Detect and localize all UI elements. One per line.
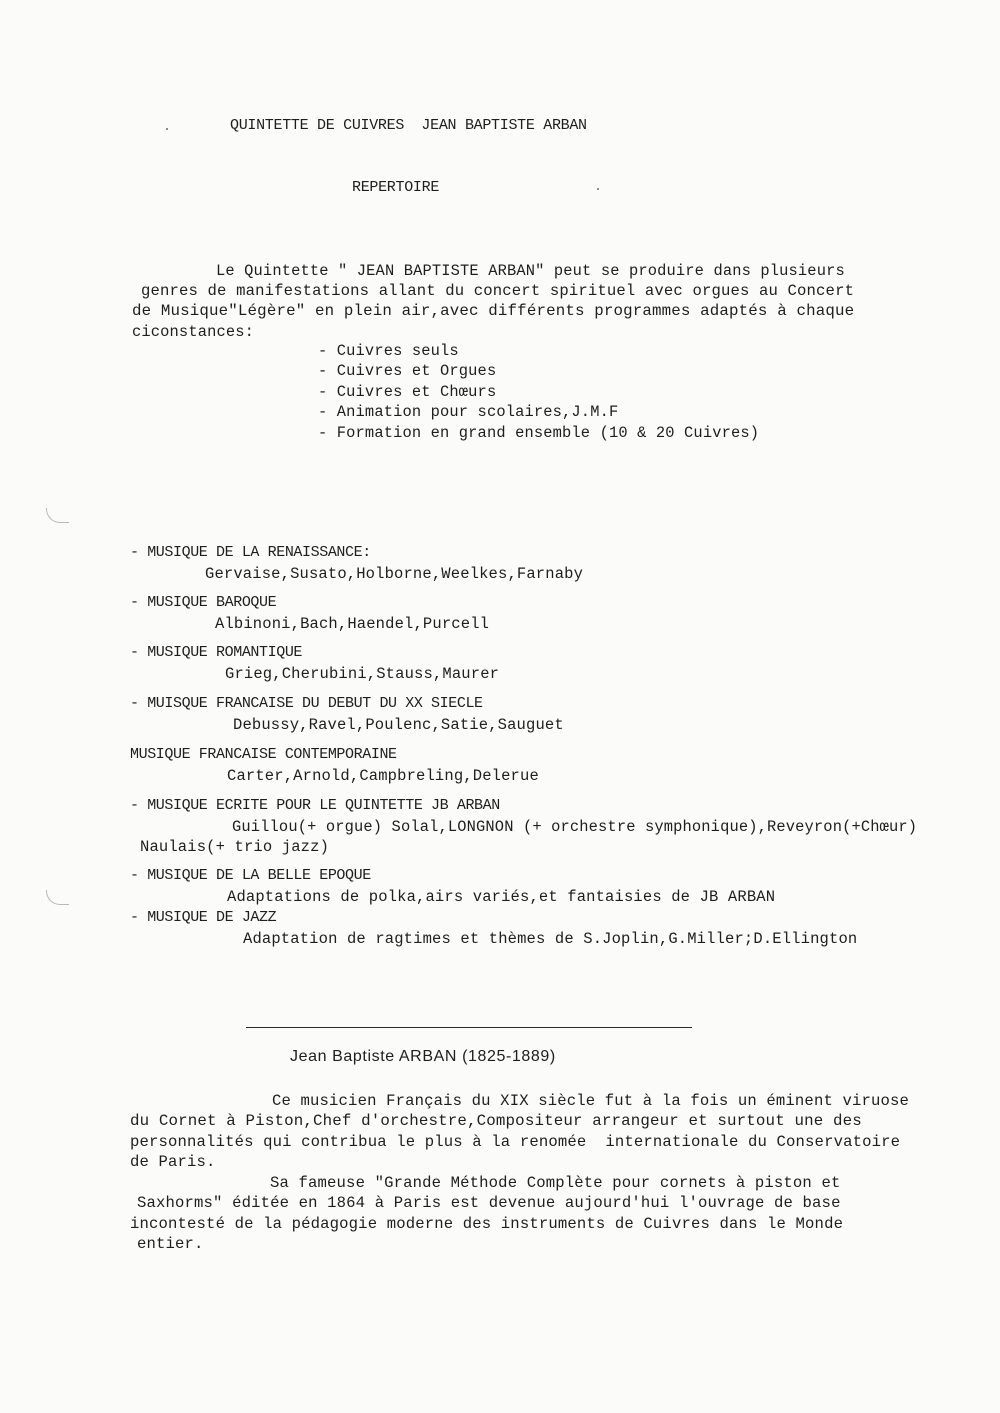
- biography-line: de Paris.: [130, 1153, 216, 1171]
- ink-speck: [597, 188, 599, 190]
- section-composers: Carter,Arnold,Campbreling,Delerue: [227, 767, 539, 785]
- biography-line: Saxhorms" éditée en 1864 à Paris est devenue aujourd'hui l'ouvrage de base: [137, 1194, 841, 1212]
- biography-line: du Cornet à Piston,Chef d'orchestre,Compositeur arrangeur et surtout une des: [130, 1112, 862, 1130]
- option-item: - Animation pour scolaires,J.M.F: [318, 403, 619, 421]
- separator-line: [246, 1027, 692, 1028]
- ink-speck: [166, 128, 168, 130]
- margin-mark: [46, 508, 69, 523]
- section-composers: Grieg,Cherubini,Stauss,Maurer: [225, 665, 500, 683]
- option-item: - Formation en grand ensemble (10 & 20 Cuivres): [318, 424, 760, 442]
- option-item: - Cuivres et Chœurs: [318, 383, 497, 401]
- section-composers: Gervaise,Susato,Holborne,Weelkes,Farnaby: [205, 565, 584, 583]
- biography-title: Jean Baptiste ARBAN (1825-1889): [290, 1048, 556, 1065]
- biography-line: incontesté de la pédagogie moderne des instruments de Cuivres dans le Monde: [130, 1215, 844, 1233]
- section-heading: - MUSIQUE DE LA BELLE EPOQUE: [130, 867, 371, 884]
- section-composers: Albinoni,Bach,Haendel,Purcell: [215, 615, 490, 633]
- section-heading: - MUISQUE FRANCAISE DU DEBUT DU XX SIECLE: [130, 695, 483, 712]
- section-heading: - MUSIQUE DE JAZZ: [130, 909, 277, 926]
- biography-line: entier.: [137, 1235, 204, 1253]
- intro-line: de Musique"Légère" en plein air,avec différents programmes adaptés à chaque: [132, 302, 855, 320]
- document-title: QUINTETTE DE CUIVRES JEAN BAPTISTE ARBAN: [230, 117, 587, 134]
- intro-line: genres de manifestations allant du concert spirituel avec orgues au Concert: [141, 282, 855, 300]
- intro-line: ciconstances:: [132, 323, 255, 341]
- biography-line: Sa fameuse "Grande Méthode Complète pour cornets à piston et: [270, 1174, 841, 1192]
- section-composers: Guillou(+ orgue) Solal,LONGNON (+ orchestre symphonique),Reveyron(+Chœur): [232, 818, 918, 836]
- section-heading: MUSIQUE FRANCAISE CONTEMPORAINE: [130, 746, 397, 763]
- option-item: - Cuivres et Orgues: [318, 362, 497, 380]
- section-heading: - MUSIQUE ECRITE POUR LE QUINTETTE JB ARBAN: [130, 797, 500, 814]
- document-subtitle: REPERTOIRE: [352, 179, 440, 196]
- section-heading: - MUSIQUE DE LA RENAISSANCE:: [130, 544, 371, 561]
- biography-line: Ce musicien Français du XIX siècle fut à la fois un éminent viruose: [272, 1092, 910, 1110]
- section-composers-continued: Naulais(+ trio jazz): [140, 838, 330, 856]
- biography-line: personnalités qui contribua le plus à la renomée internationale du Conservatoire: [130, 1133, 901, 1151]
- option-item: - Cuivres seuls: [318, 342, 459, 360]
- margin-mark: [46, 890, 69, 905]
- intro-line: Le Quintette " JEAN BAPTISTE ARBAN" peut se produire dans plusieurs: [216, 262, 845, 280]
- section-composers: Adaptation de ragtimes et thèmes de S.Joplin,G.Miller;D.Ellington: [243, 930, 858, 948]
- section-composers: Debussy,Ravel,Poulenc,Satie,Sauguet: [233, 716, 564, 734]
- section-composers: Adaptations de polka,airs variés,et fantaisies de JB ARBAN: [227, 888, 776, 906]
- section-heading: - MUSIQUE BAROQUE: [130, 594, 277, 611]
- section-heading: - MUSIQUE ROMANTIQUE: [130, 644, 303, 661]
